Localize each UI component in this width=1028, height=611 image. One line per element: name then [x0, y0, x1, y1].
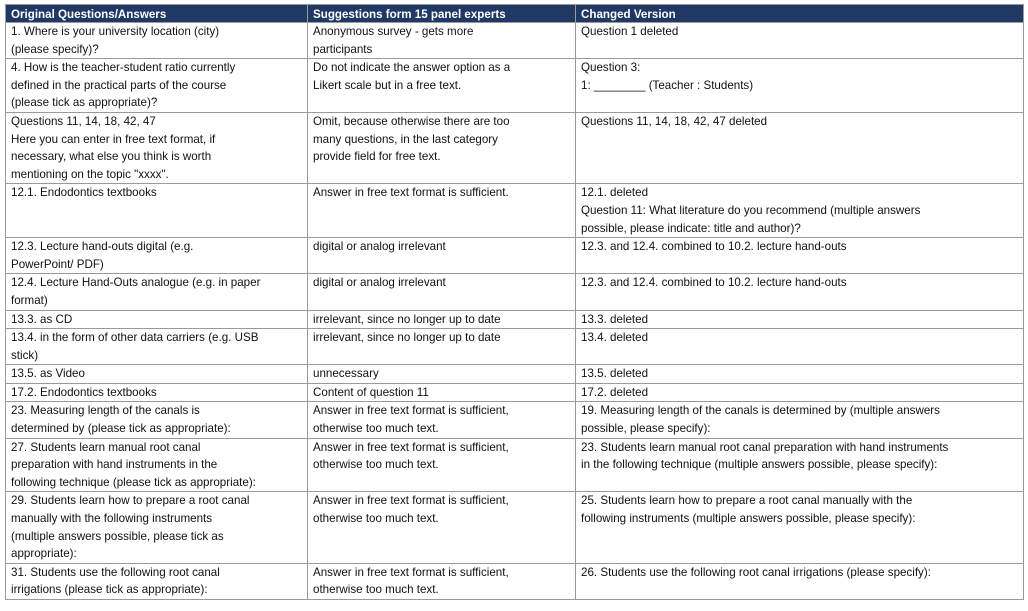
- changed-cell: 13.3. deleted: [576, 310, 1024, 329]
- suggestion-cell: Answer in free text format is sufficient, otherwise too much text.: [308, 563, 576, 599]
- original-cell: 23. Measuring length of the canals is determined by (please tick as appropriate):: [6, 402, 308, 438]
- original-cell: 13.4. in the form of other data carriers (e.g. USB stick): [6, 329, 308, 365]
- suggestion-cell: Content of question 11: [308, 383, 576, 402]
- suggestion-cell: Anonymous survey - gets more participants: [308, 23, 576, 59]
- original-cell: 17.2. Endodontics textbooks: [6, 383, 308, 402]
- changed-cell: Question 3: 1: ________ (Teacher : Students): [576, 59, 1024, 113]
- original-cell: 4. How is the teacher-student ratio currently defined in the practical parts of the course (please tick as appropriate)?: [6, 59, 308, 113]
- suggestion-cell: Answer in free text format is sufficient, otherwise too much text.: [308, 492, 576, 563]
- changed-cell: 12.3. and 12.4. combined to 10.2. lecture hand-outs: [576, 274, 1024, 310]
- table-row: [6, 238, 1024, 274]
- original-cell: 12.1. Endodontics textbooks: [6, 184, 308, 238]
- suggestion-cell: Answer in free text format is sufficient, otherwise too much text.: [308, 438, 576, 492]
- changed-cell: 25. Students learn how to prepare a root canal manually with the following instruments (multiple answers possible, please specify):: [576, 492, 1024, 563]
- changed-cell: 26. Students use the following root canal irrigations (please specify):: [576, 563, 1024, 599]
- table-row: [6, 402, 1024, 438]
- original-cell: 12.3. Lecture hand-outs digital (e.g. PowerPoint/ PDF): [6, 238, 308, 274]
- suggestion-cell: unnecessary: [308, 365, 576, 384]
- suggestion-cell: Answer in free text format is sufficient, otherwise too much text.: [308, 402, 576, 438]
- table-row: [6, 329, 1024, 365]
- table-row: [6, 59, 1024, 113]
- header-row: [6, 5, 1024, 23]
- header-original-questions: Original Questions/Answers: [6, 5, 308, 23]
- original-cell: 31. Students use the following root canal irrigations (please tick as appropriate):: [6, 563, 308, 599]
- table-row: [6, 112, 1024, 183]
- suggestion-cell: irrelevant, since no longer up to date: [308, 310, 576, 329]
- table-row: [6, 492, 1024, 563]
- table-row: [6, 438, 1024, 492]
- header-changed-version: Changed Version: [576, 5, 1024, 23]
- suggestion-cell: digital or analog irrelevant: [308, 238, 576, 274]
- table-row: [6, 274, 1024, 310]
- table-row: [6, 365, 1024, 384]
- suggestion-cell: irrelevant, since no longer up to date: [308, 329, 576, 365]
- suggestion-cell: Answer in free text format is sufficient.: [308, 184, 576, 238]
- suggestion-cell: Do not indicate the answer option as a Likert scale but in a free text.: [308, 59, 576, 113]
- changed-cell: 12.1. deleted Question 11: What literature do you recommend (multiple answers possible, please indicate: title and author)?: [576, 184, 1024, 238]
- changed-cell: 13.5. deleted: [576, 365, 1024, 384]
- suggestion-cell: Omit, because otherwise there are too many questions, in the last category provide field for free text.: [308, 112, 576, 183]
- changed-cell: 17.2. deleted: [576, 383, 1024, 402]
- questionnaire-revision-table: [5, 4, 1024, 600]
- header-suggestions: Suggestions form 15 panel experts: [308, 5, 576, 23]
- changed-cell: 13.4. deleted: [576, 329, 1024, 365]
- table-row: [6, 184, 1024, 238]
- original-cell: 12.4. Lecture Hand-Outs analogue (e.g. in paper format): [6, 274, 308, 310]
- table-row: [6, 23, 1024, 59]
- original-cell: 29. Students learn how to prepare a root canal manually with the following instruments (multiple answers possible, please tick as appropriate):: [6, 492, 308, 563]
- original-cell: 1. Where is your university location (city) (please specify)?: [6, 23, 308, 59]
- original-cell: 27. Students learn manual root canal preparation with hand instruments in the following technique (please tick as appropriate):: [6, 438, 308, 492]
- table-row: [6, 383, 1024, 402]
- changed-cell: 19. Measuring length of the canals is determined by (multiple answers possible, please specify):: [576, 402, 1024, 438]
- original-cell: Questions 11, 14, 18, 42, 47 Here you can enter in free text format, if necessary, what else you think is worth mentioning on the topic "xxxx".: [6, 112, 308, 183]
- changed-cell: 23. Students learn manual root canal preparation with hand instruments in the following technique (multiple answers possible, please specify):: [576, 438, 1024, 492]
- changed-cell: Question 1 deleted: [576, 23, 1024, 59]
- original-cell: 13.5. as Video: [6, 365, 308, 384]
- changed-cell: 12.3. and 12.4. combined to 10.2. lecture hand-outs: [576, 238, 1024, 274]
- table-row: [6, 310, 1024, 329]
- table-row: [6, 563, 1024, 599]
- questionnaire-revision-table-container: [5, 4, 1023, 600]
- original-cell: 13.3. as CD: [6, 310, 308, 329]
- changed-cell: Questions 11, 14, 18, 42, 47 deleted: [576, 112, 1024, 183]
- suggestion-cell: digital or analog irrelevant: [308, 274, 576, 310]
